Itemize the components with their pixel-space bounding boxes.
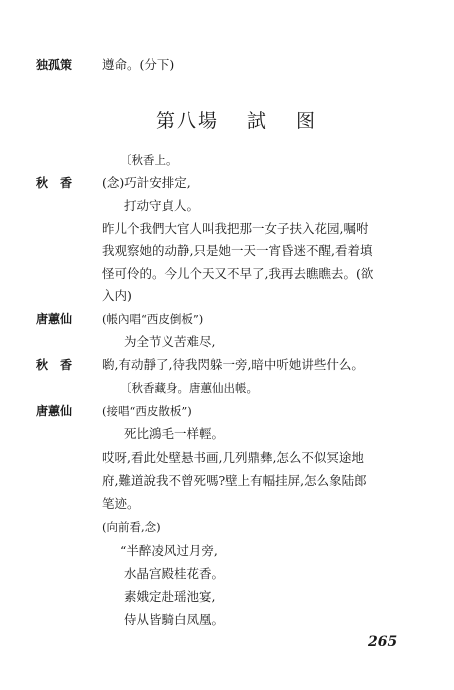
verse-line: 死比鴻毛一样輕。 [124, 426, 225, 441]
scene-title-number: 第八場 [156, 110, 220, 132]
speaker-label: 秋 香 [36, 176, 73, 190]
stage-direction: (向前看,念) [102, 520, 161, 534]
scene-title [156, 110, 317, 132]
header-speaker: 独孤策 [36, 58, 73, 72]
dialogue-line: 昨儿个我們大官人叫我把那一女子扶入花园,嘱咐 [102, 221, 369, 236]
stage-direction: (帳內唱“西皮倒板”) [102, 312, 204, 326]
verse-line: 素娥定赴瑶池宴, [124, 589, 216, 604]
verse-line: 侍从皆騎白凤凰。 [124, 612, 225, 627]
speaker-label: 秋 香 [36, 358, 73, 372]
dialogue-line: 笔迹。 [102, 496, 140, 511]
verse-line: “半醉凌风过月旁, [120, 543, 218, 558]
verse-line: 打动守貞人。 [124, 198, 200, 213]
stage-direction: (接唱“西皮散板”) [102, 404, 192, 418]
stage-direction: 〔秋香藏身。唐蕙仙出帳。 [120, 381, 258, 395]
scene-title-word1: 試 [247, 110, 269, 132]
stage-direction: 〔秋香上。 [120, 153, 178, 167]
speaker-label: 唐蕙仙 [36, 404, 73, 418]
page-number: 265 [368, 634, 398, 650]
dialogue-line: 怪可伶的。今儿个天又不早了,我再去瞧瞧去。(欲 [102, 266, 374, 281]
header-line: 遵命。(分下) [102, 57, 175, 72]
dialogue-line: 哎呀,看此处壁悬书画,几列鼎彝,怎么不似冥途地 [102, 450, 364, 465]
dialogue-line: 入内) [102, 288, 132, 303]
verse-line: 水晶宫殿桂花香。 [124, 566, 225, 581]
speaker-label: 唐蕙仙 [36, 312, 73, 326]
dialogue-line: 我观察她的动静,只是她一天一宵昏迷不醒,看着填 [102, 243, 373, 258]
dialogue-line: 喲,有动靜了,待我閃躲一旁,暗中听她讲些什么。 [102, 357, 364, 372]
dialogue-line: 府,難道說我不曾死嗎?壁上有幅挂屏,怎么象陆郎 [102, 473, 367, 488]
verse-line: 为全节义苦难尽, [124, 334, 216, 349]
dialogue-line: (念)巧計安排定, [102, 175, 191, 190]
scene-title-word2: 图 [296, 110, 318, 132]
